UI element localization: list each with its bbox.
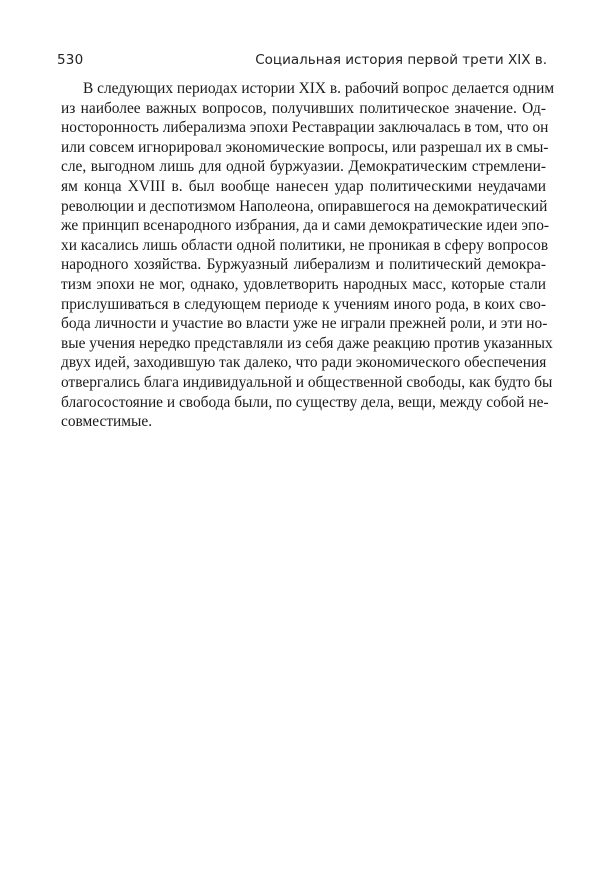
running-title: Социальная история первой трети XIX в. (255, 52, 547, 68)
text-line: двух идей, заходившую так далеко, что ради экономического обеспечения (61, 354, 547, 372)
text-line: носторонность либерализма эпохи Реставрации заключалась в том, что он (61, 119, 549, 137)
page-number: 530 (57, 52, 84, 68)
text-line: ям конца XVIII в. был вообще нанесен удар политическими неудачами (61, 177, 546, 195)
text-line: прислушиваться в следующем периоде к учениям иного рода, в коих сво- (61, 295, 546, 313)
text-line: из наиболее важных вопросов, получивших политическое значение. Од- (61, 99, 546, 117)
text-line: тизм эпохи не мог, однако, удовлетворить народных масс, которые стали (61, 275, 546, 293)
text-line: благосостояние и свобода были, по существу дела, вещи, между собой не- (61, 393, 549, 411)
text-line: бода личности и участие во власти уже не играли прежней роли, и эти но- (61, 315, 548, 333)
text-line: революции и деспотизмом Наполеона, опиравшегося на демократический (61, 197, 548, 215)
text-line: сле, выгодном лишь для одной буржуазии. Демократическим стремлени- (61, 158, 546, 176)
text-line: хи касались лишь области одной политики, не проникая в сферу вопросов (61, 236, 549, 254)
text-line: или совсем игнорировал экономические вопросы, или разрешал их в смы- (61, 138, 549, 156)
text-line: совместимые. (61, 413, 153, 431)
body-paragraph (61, 79, 555, 432)
text-line: народного хозяйства. Буржуазный либерализм и политический демокра- (61, 256, 546, 274)
text-line: же принцип всенародного избрания, да и сами демократические идеи эпо- (61, 217, 550, 235)
running-header (57, 52, 547, 72)
text-line: вые учения нередко представляли из себя даже реакцию против указанных (61, 334, 553, 352)
text-line: отвергались блага индивидуальной и общественной свободы, как будто бы (61, 373, 553, 391)
text-line: В следующих периодах истории XIX в. рабочий вопрос делается одним (83, 80, 555, 97)
